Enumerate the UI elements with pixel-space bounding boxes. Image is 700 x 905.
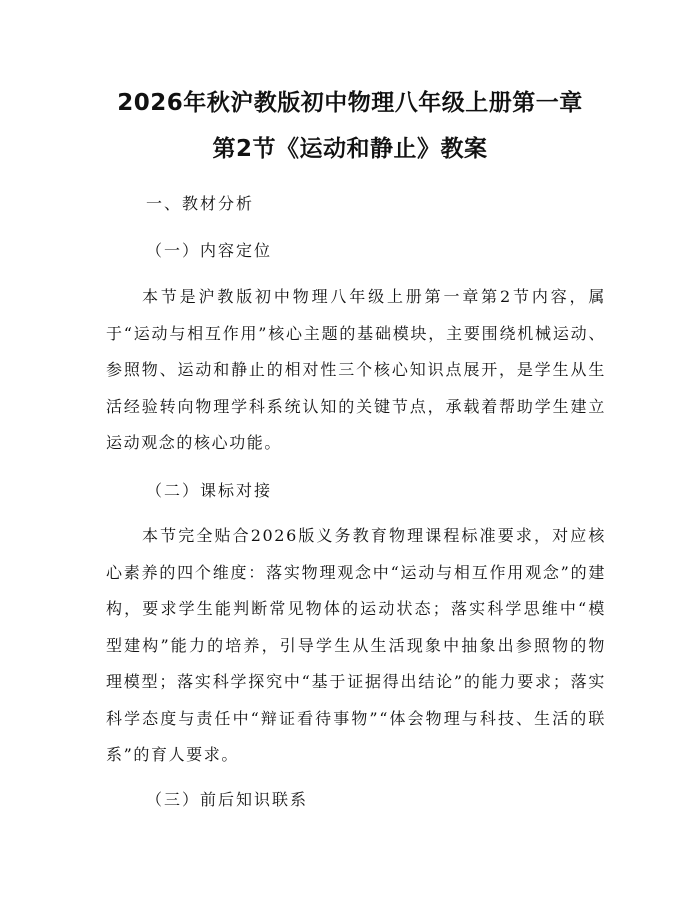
document-title-line-1: 2026年秋沪教版初中物理八年级上册第一章 <box>117 90 583 116</box>
paragraph-curriculum-alignment: 本节完全贴合2026版义务教育物理课程标准要求，对应核心素养的四个维度：落实物理观念中“运动与相互作用观念”的建构，要求学生能判断常见物体的运动状态；落实科学思维中“模型建构”能力的培养，引导学生从生活现象中抽象出参照物的物理模型；落实科学探究中“基于证据得出结论”的能力要求；落实科学态度与责任中“辩证看待事物”“体会物理与科技、生活的联系”的育人要求。 <box>106 526 606 764</box>
subsection-heading-knowledge-connection: （三）前后知识联系 <box>146 790 309 809</box>
subsection-heading-content-positioning: （一）内容定位 <box>146 241 273 260</box>
section-heading-textbook-analysis: 一、教材分析 <box>146 194 255 213</box>
document-title-line-2: 第2节《运动和静止》教案 <box>212 136 488 162</box>
paragraph-content-positioning: 本节是沪教版初中物理八年级上册第一章第2节内容，属于“运动与相互作用”核心主题的基础模块，主要围绕机械运动、参照物、运动和静止的相对性三个核心知识点展开，是学生从生活经验转向物理学科系统认知的关键节点，承载着帮助学生建立运动观念的核心功能。 <box>106 287 606 452</box>
subsection-heading-curriculum-alignment: （二）课标对接 <box>146 481 273 500</box>
